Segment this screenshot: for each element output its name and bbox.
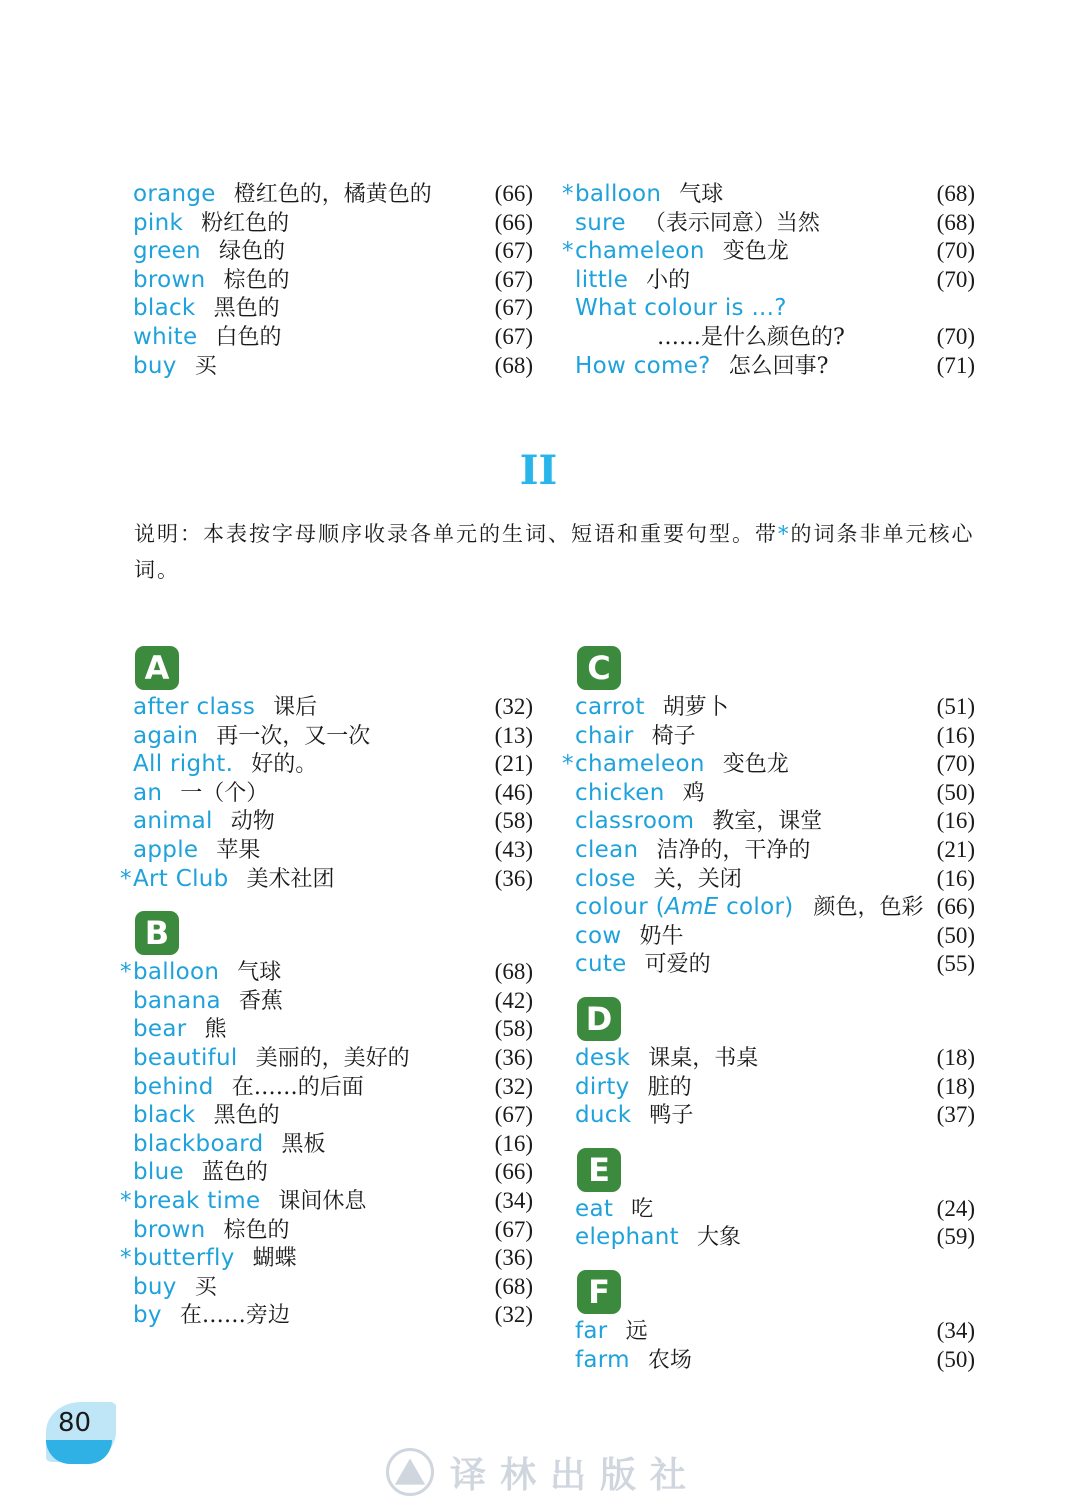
entry-english-text: orange <box>133 181 216 207</box>
index-entry <box>133 693 533 722</box>
publisher-watermark <box>386 1446 700 1498</box>
entry-english <box>575 267 628 293</box>
entry-english <box>575 1224 679 1250</box>
index-entry <box>133 266 533 295</box>
entry-page-ref: (50) <box>936 1346 975 1372</box>
entry-english <box>575 1318 608 1344</box>
index-entry <box>133 779 533 808</box>
entry-english-text: black <box>133 295 196 322</box>
index-entry <box>120 958 533 987</box>
entry-english <box>133 353 177 379</box>
entry-english-text: black <box>133 1102 196 1129</box>
entry-english-text: buy <box>133 1273 177 1300</box>
entry-chinese: 课间休息 <box>278 1188 367 1214</box>
entry-chinese: 椅子 <box>651 723 696 749</box>
entry-english <box>575 353 711 379</box>
entry-chinese: 绿色的 <box>218 239 285 265</box>
entry-page-ref: (68) <box>494 959 533 985</box>
entry-chinese: 再一次，又一次 <box>216 723 371 749</box>
letter-heading: B <box>135 911 179 955</box>
entry-page-ref: (50) <box>936 922 975 948</box>
entry-page-ref: (13) <box>494 722 533 748</box>
entry-english <box>133 959 219 985</box>
tree-logo-icon: ⛰ <box>386 1448 434 1496</box>
index-entry <box>575 693 975 722</box>
entry-page-ref: (71) <box>936 352 975 378</box>
entry-english-after: color) <box>718 894 794 921</box>
entry-page-ref: (66) <box>936 894 975 920</box>
index-entry <box>575 865 975 894</box>
entry-chinese: 香蕉 <box>238 988 283 1014</box>
entry-chinese: 美丽的，美好的 <box>255 1045 410 1071</box>
entry-page-ref: (67) <box>494 1102 533 1128</box>
entry-chinese: 苹果 <box>216 837 261 863</box>
entry-page-ref: (34) <box>936 1317 975 1343</box>
entry-chinese: 颜色，色彩 <box>813 895 924 921</box>
entry-english <box>575 1196 613 1222</box>
entry-english <box>133 723 198 749</box>
entry-english <box>575 1074 630 1100</box>
non-core-star: * <box>562 751 574 778</box>
entry-english <box>133 751 233 777</box>
entry-english <box>575 837 638 863</box>
entry-english-text: desk <box>575 1044 631 1071</box>
entry-page-ref: (70) <box>936 323 975 349</box>
entry-page-ref: (70) <box>936 266 975 292</box>
entry-english-text: close <box>575 865 636 892</box>
index-left-column <box>120 636 533 1330</box>
entry-english <box>133 1274 177 1300</box>
entry-english <box>133 324 197 350</box>
entry-page-ref: (16) <box>936 722 975 748</box>
entry-chinese: 变色龙 <box>722 239 789 265</box>
entry-english-text: carrot <box>575 694 645 720</box>
entry-english-text: blue <box>133 1159 184 1186</box>
entry-chinese: 可爱的 <box>644 952 711 978</box>
index-entry <box>133 323 533 352</box>
entry-english <box>133 1159 184 1185</box>
index-entry <box>120 1187 533 1216</box>
entry-page-ref: (16) <box>494 1130 533 1156</box>
entry-page-ref: (16) <box>936 808 975 834</box>
entry-english <box>133 1102 196 1128</box>
index-entry <box>133 1101 533 1130</box>
index-entry <box>133 987 533 1016</box>
index-entry <box>133 352 533 381</box>
non-core-star: * <box>120 959 132 986</box>
entry-page-ref: (58) <box>494 1016 533 1042</box>
index-entry <box>133 836 533 865</box>
index-entry <box>575 294 975 323</box>
entry-page-ref: (51) <box>936 694 975 719</box>
entry-english-text: All right. <box>133 751 234 778</box>
entry-chinese: 橙红色的，橘黄色的 <box>233 182 432 207</box>
entry-english-text: after class <box>133 694 256 720</box>
entry-english <box>575 1347 630 1373</box>
index-entry <box>133 294 533 323</box>
entry-english-text: farm <box>575 1346 630 1373</box>
entry-chinese: 怎么回事? <box>728 353 829 379</box>
entry-english <box>133 694 255 720</box>
letter-heading: C <box>577 646 621 690</box>
index-entry <box>575 950 975 979</box>
index-entry <box>120 865 533 894</box>
entry-english-text: cute <box>575 951 627 978</box>
entry-english-text: little <box>575 266 629 293</box>
letter-heading: E <box>577 1148 621 1192</box>
entry-chinese: 熊 <box>204 1017 227 1043</box>
entry-page-ref: (59) <box>936 1224 975 1250</box>
index-entry <box>133 180 533 209</box>
entry-chinese: 在……的后面 <box>231 1074 364 1100</box>
entry-page-ref: (21) <box>936 836 975 862</box>
entry-english-text: chameleon <box>575 751 705 778</box>
entry-english <box>133 1302 162 1328</box>
page-number: 80 <box>58 1408 92 1438</box>
entry-english <box>575 808 694 834</box>
entry-page-ref: (66) <box>494 209 533 235</box>
entry-page-ref: (68) <box>936 181 975 206</box>
top-left-column <box>133 180 533 380</box>
entry-english-text: behind <box>133 1073 214 1100</box>
non-core-star: * <box>562 238 574 265</box>
entry-english <box>575 210 626 236</box>
entry-english-text: chair <box>575 722 634 749</box>
entry-english-text: classroom <box>575 808 695 835</box>
entry-page-ref: (36) <box>494 865 533 891</box>
entry-english-text: far <box>575 1317 608 1344</box>
entry-english-text: again <box>133 722 199 749</box>
entry-chinese: 黑板 <box>281 1131 326 1157</box>
entry-page-ref: (50) <box>936 779 975 805</box>
index-entry <box>133 750 533 779</box>
entry-english-text: brown <box>133 266 206 293</box>
entry-english-text: Art Club <box>133 865 229 892</box>
index-entry <box>575 836 975 865</box>
entry-english-text: butterfly <box>133 1245 235 1272</box>
entry-chinese: 蓝色的 <box>201 1160 268 1186</box>
index-entry <box>120 1244 533 1273</box>
index-entry <box>133 722 533 751</box>
entry-chinese: 关，关闭 <box>653 866 742 892</box>
entry-chinese: 黑色的 <box>213 296 280 322</box>
entry-page-ref: (21) <box>494 751 533 777</box>
entry-page-ref: (24) <box>936 1195 975 1221</box>
entry-chinese: 买 <box>194 353 217 379</box>
entry-english-text: sure <box>575 209 626 236</box>
index-entry <box>575 1346 975 1375</box>
entry-page-ref: (67) <box>494 295 533 321</box>
index-entry <box>575 323 975 352</box>
entry-chinese: 奶牛 <box>639 923 684 949</box>
entry-english-text: apple <box>133 836 199 863</box>
non-core-star: * <box>562 181 574 207</box>
entry-page-ref: (70) <box>936 238 975 264</box>
index-entry <box>133 1130 533 1159</box>
entry-page-ref: (34) <box>494 1187 533 1213</box>
entry-page-ref: (67) <box>494 238 533 264</box>
note-text-before: 说明：本表按字母顺序收录各单元的生词、短语和重要句型。带 <box>134 522 778 546</box>
entry-english-text: balloon <box>575 181 662 207</box>
index-entry <box>562 237 975 266</box>
letter-heading: D <box>577 997 621 1041</box>
index-entry <box>133 807 533 836</box>
non-core-star: * <box>120 1245 132 1272</box>
entry-page-ref: (36) <box>494 1044 533 1070</box>
entry-english <box>133 988 221 1014</box>
entry-english-text: cow <box>575 922 622 949</box>
entry-english <box>575 1102 631 1128</box>
entry-english <box>133 295 196 321</box>
index-entry <box>575 1317 975 1346</box>
entry-page-ref: (68) <box>936 209 975 235</box>
index-entry <box>575 209 975 238</box>
entry-english-text: pink <box>133 209 184 236</box>
entry-chinese: （表示同意）当然 <box>643 210 820 236</box>
entry-english-italic: AmE <box>664 894 719 921</box>
index-entry <box>133 209 533 238</box>
entry-chinese: 一（个） <box>180 780 269 806</box>
entry-english <box>133 238 201 264</box>
entry-english-text: animal <box>133 808 213 835</box>
entry-chinese: 脏的 <box>647 1074 692 1100</box>
entry-chinese: 鸡 <box>682 780 705 806</box>
index-entry <box>575 1044 975 1073</box>
index-entry <box>133 237 533 266</box>
entry-english-text: eat <box>575 1195 614 1222</box>
entry-english <box>575 751 705 777</box>
index-entry <box>133 1015 533 1044</box>
entry-english <box>133 1074 214 1100</box>
entry-chinese: 蝴蝶 <box>252 1246 297 1272</box>
index-entry <box>575 1195 975 1224</box>
entry-english-text: dirty <box>575 1073 630 1100</box>
entry-english-text: colour ( <box>575 894 665 921</box>
entry-english <box>133 837 198 863</box>
entry-chinese: 大象 <box>696 1225 741 1251</box>
entry-english-text: an <box>133 779 163 806</box>
index-entry <box>575 893 975 922</box>
entry-page-ref: (18) <box>936 1073 975 1099</box>
entry-english-text: duck <box>575 1102 632 1129</box>
index-entry <box>575 352 975 381</box>
entry-english-text: green <box>133 238 201 265</box>
index-entry <box>575 1073 975 1102</box>
entry-english <box>133 210 183 236</box>
entry-english <box>575 951 627 977</box>
entry-page-ref: (68) <box>494 352 533 378</box>
entry-page-ref: (16) <box>936 865 975 891</box>
entry-english <box>575 1045 630 1071</box>
note-text-after: 的词条非单元核心词。 <box>134 522 975 582</box>
entry-chinese: 好的。 <box>251 752 318 778</box>
entry-chinese: 胡萝卜 <box>662 695 729 720</box>
entry-chinese: 课后 <box>273 695 318 720</box>
entry-page-ref: (42) <box>494 987 533 1013</box>
entry-chinese: 气球 <box>237 960 282 986</box>
index-entry <box>133 1073 533 1102</box>
entry-chinese: 远 <box>625 1318 648 1344</box>
entry-english-text: banana <box>133 987 221 1014</box>
entry-chinese: 洁净的，干净的 <box>656 837 811 863</box>
entry-chinese: 鸭子 <box>649 1103 694 1129</box>
index-entry <box>575 1223 975 1252</box>
entry-chinese: 农场 <box>647 1347 692 1373</box>
entry-english-text: chicken <box>575 779 665 806</box>
index-entry <box>133 1301 533 1330</box>
entry-english <box>133 866 229 892</box>
non-core-star: * <box>120 1187 132 1214</box>
entry-page-ref: (66) <box>494 1159 533 1185</box>
index-entry <box>562 180 975 209</box>
entry-english-text: balloon <box>133 959 220 986</box>
entry-english <box>133 181 216 207</box>
entry-chinese: 吃 <box>631 1196 654 1222</box>
entry-english-text: by <box>133 1302 162 1329</box>
entry-page-ref: (37) <box>936 1102 975 1128</box>
entry-english <box>133 1131 263 1157</box>
index-entry <box>575 922 975 951</box>
note-star: * <box>778 522 791 546</box>
index-entry <box>575 779 975 808</box>
index-entry <box>575 722 975 751</box>
entry-english-text: clean <box>575 836 639 863</box>
index-entry <box>562 750 975 779</box>
entry-chinese: 棕色的 <box>223 267 290 293</box>
entry-english <box>575 923 621 949</box>
entry-page-ref: (32) <box>494 1302 533 1328</box>
entry-page-ref: (18) <box>936 1044 975 1070</box>
letter-heading: A <box>135 646 179 690</box>
entry-english <box>133 780 162 806</box>
entry-page-ref: (32) <box>494 694 533 719</box>
entry-chinese: 变色龙 <box>722 752 789 778</box>
entry-chinese: 教室，课堂 <box>712 809 823 835</box>
entry-chinese: 气球 <box>679 182 724 207</box>
index-entry <box>133 1158 533 1187</box>
entry-english <box>133 267 206 293</box>
entry-english-text: blackboard <box>133 1130 264 1157</box>
index-entry <box>133 1216 533 1245</box>
entry-english <box>133 1245 235 1271</box>
entry-page-ref: (55) <box>936 951 975 977</box>
entry-chinese: ……是什么颜色的? <box>657 324 845 350</box>
index-right-column <box>562 636 975 1374</box>
index-entry <box>133 1273 533 1302</box>
entry-english-text: elephant <box>575 1224 679 1251</box>
entry-chinese: 粉红色的 <box>201 210 290 236</box>
entry-page-ref: (32) <box>494 1073 533 1099</box>
entry-page-ref: (67) <box>494 1216 533 1242</box>
section-title: II <box>519 447 558 494</box>
entry-english <box>575 295 787 321</box>
entry-english-text: bear <box>133 1016 187 1043</box>
entry-page-ref: (36) <box>494 1245 533 1271</box>
entry-chinese: 小的 <box>646 267 691 293</box>
entry-page-ref: (66) <box>494 181 533 206</box>
entry-english <box>133 1016 187 1042</box>
entry-english <box>133 1188 260 1214</box>
entry-page-ref: (46) <box>494 779 533 805</box>
index-entry <box>133 1044 533 1073</box>
entry-page-ref: (68) <box>494 1273 533 1299</box>
entry-english-text: What colour is ...? <box>575 295 787 322</box>
entry-chinese: 动物 <box>230 809 275 835</box>
entry-english <box>575 780 665 806</box>
entry-chinese: 在……旁边 <box>179 1303 290 1329</box>
entry-english-text: beautiful <box>133 1044 238 1071</box>
entry-english <box>575 238 705 264</box>
entry-english <box>133 1045 238 1071</box>
entry-page-ref: (43) <box>494 836 533 862</box>
entry-chinese: 棕色的 <box>223 1217 290 1243</box>
entry-chinese: 白色的 <box>215 324 282 350</box>
entry-page-ref: (67) <box>494 323 533 349</box>
entry-chinese: 黑色的 <box>213 1103 280 1129</box>
entry-page-ref: (58) <box>494 808 533 834</box>
entry-english <box>575 866 636 892</box>
top-right-column <box>562 180 975 380</box>
index-entry <box>575 266 975 295</box>
entry-page-ref: (70) <box>936 751 975 777</box>
entry-english-text: break time <box>133 1187 261 1214</box>
entry-chinese: 美术社团 <box>246 866 335 892</box>
entry-english-text: white <box>133 323 198 350</box>
entry-english-text: How come? <box>575 352 711 379</box>
entry-english <box>575 694 645 720</box>
index-entry <box>575 807 975 836</box>
non-core-star: * <box>120 865 132 892</box>
entry-english <box>575 181 661 207</box>
entry-page-ref: (67) <box>494 266 533 292</box>
entry-english-text: chameleon <box>575 238 705 265</box>
section-note <box>134 516 984 588</box>
entry-english <box>133 808 213 834</box>
entry-english <box>133 1217 206 1243</box>
publisher-name: 译林出版社 <box>450 1453 701 1496</box>
letter-heading: F <box>577 1270 621 1314</box>
entry-english <box>575 894 794 920</box>
entry-chinese: 课桌，书桌 <box>648 1045 759 1071</box>
entry-chinese: 买 <box>194 1274 217 1300</box>
index-entry <box>575 1101 975 1130</box>
entry-english-text: brown <box>133 1216 206 1243</box>
entry-english-text: buy <box>133 352 177 379</box>
entry-english <box>575 723 634 749</box>
